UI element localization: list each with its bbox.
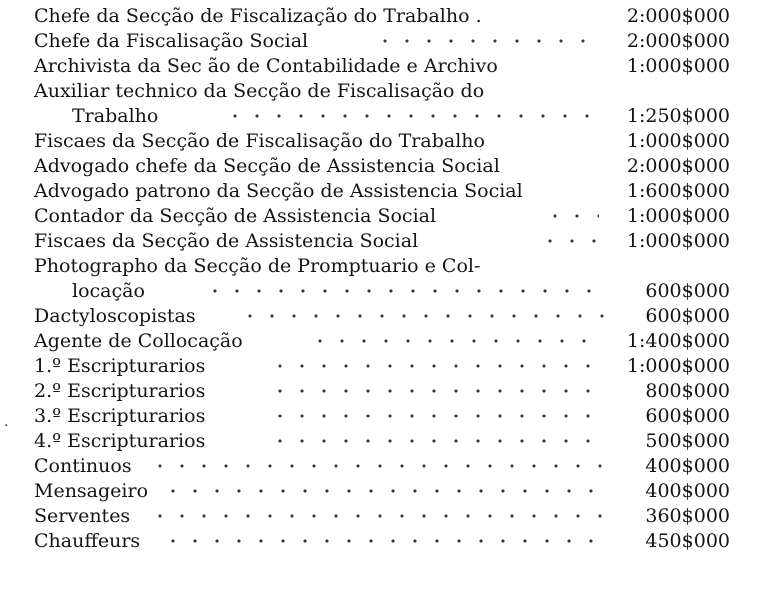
position-label: Auxiliar technico da Secção de Fiscalisação do: [34, 80, 485, 102]
salary-amount: 1:600$000: [626, 180, 730, 202]
table-row: [34, 4, 734, 28]
position-label: Fiscaes da Secção de Fiscalisação do Trabalho: [34, 130, 485, 152]
position-label: Dactyloscopistas: [34, 305, 196, 327]
salary-amount: 400$000: [645, 480, 730, 502]
table-row: [34, 429, 734, 453]
table-row: [34, 504, 734, 528]
position-label: Photographo da Secção de Promptuario e Col-: [34, 255, 481, 277]
position-label: Trabalho: [72, 105, 159, 127]
table-row: [34, 79, 734, 103]
dot-leader: [162, 489, 604, 493]
table-row: [34, 279, 734, 303]
salary-amount: 1:250$000: [626, 105, 730, 127]
position-label: Contador da Secção de Assistencia Social: [34, 205, 437, 227]
salary-amount: 600$000: [645, 305, 730, 327]
table-row: [34, 479, 734, 503]
dot-leader: [269, 364, 604, 368]
position-label: Serventes: [34, 505, 131, 527]
position-label: 4.º Escripturarios: [34, 430, 206, 452]
salary-amount: 1:000$000: [626, 355, 730, 377]
salary-amount: 450$000: [645, 530, 730, 552]
salary-amount: 1:400$000: [626, 330, 730, 352]
position-label: 1.º Escripturarios: [34, 355, 206, 377]
salary-amount: 800$000: [645, 380, 730, 402]
salary-amount: 2:000$000: [626, 30, 730, 52]
dot-leader: [224, 114, 604, 118]
salary-amount: 2:000$000: [626, 5, 730, 27]
position-label: Chauffeurs: [34, 530, 141, 552]
table-row: [34, 129, 734, 153]
table-row: [34, 354, 734, 378]
table-row: [34, 29, 734, 53]
salary-amount: 500$000: [645, 430, 730, 452]
position-label: Advogado patrono da Secção de Assistencia Social: [34, 180, 523, 202]
table-row: [34, 454, 734, 478]
position-label: Fiscaes da Secção de Assistencia Social: [34, 230, 419, 252]
table-row: [34, 254, 734, 278]
position-label: Mensageiro: [34, 480, 149, 502]
salary-amount: 600$000: [645, 280, 730, 302]
salary-amount: 1:000$000: [626, 230, 730, 252]
dot-leader: [149, 464, 604, 468]
position-label: Chefe da Secção de Fiscalização do Trabalho .: [34, 5, 482, 27]
position-label: locação: [72, 280, 145, 302]
dot-leader: [239, 314, 604, 318]
dot-leader: [149, 514, 604, 518]
dot-leader: [269, 389, 604, 393]
table-row: [34, 304, 734, 328]
salary-amount: 400$000: [645, 455, 730, 477]
dot-leader: [539, 239, 599, 243]
table-row: [34, 329, 734, 353]
table-row: [34, 379, 734, 403]
position-label: Chefe da Fiscalisação Social: [34, 30, 309, 52]
table-row: [34, 179, 734, 203]
position-label: Continuos: [34, 455, 132, 477]
dot-leader: [269, 414, 604, 418]
position-label: Archivista da Sec ão de Contabilidade e Archivo: [34, 55, 498, 77]
salary-amount: 1:000$000: [626, 55, 730, 77]
dot-leader: [269, 439, 604, 443]
table-row: [34, 154, 734, 178]
dot-leader: [162, 539, 604, 543]
dot-leader: [374, 39, 594, 43]
position-label: 3.º Escripturarios: [34, 405, 206, 427]
position-label: Agente de Collocação: [34, 330, 243, 352]
table-row: [34, 104, 734, 128]
salary-amount: 360$000: [645, 505, 730, 527]
salary-amount: 1:000$000: [626, 205, 730, 227]
table-row: [34, 404, 734, 428]
table-row: [34, 54, 734, 78]
margin-mark: ·: [4, 418, 9, 434]
table-row: [34, 229, 734, 253]
salary-amount: 600$000: [645, 405, 730, 427]
dot-leader: [309, 339, 604, 343]
position-label: 2.º Escripturarios: [34, 380, 206, 402]
position-label: Advogado chefe da Secção de Assistencia Social: [34, 155, 500, 177]
table-row: [34, 529, 734, 553]
salary-amount: 2:000$000: [626, 155, 730, 177]
table-row: [34, 204, 734, 228]
dot-leader: [544, 214, 599, 218]
dot-leader: [204, 289, 604, 293]
salary-amount: 1:000$000: [626, 130, 730, 152]
